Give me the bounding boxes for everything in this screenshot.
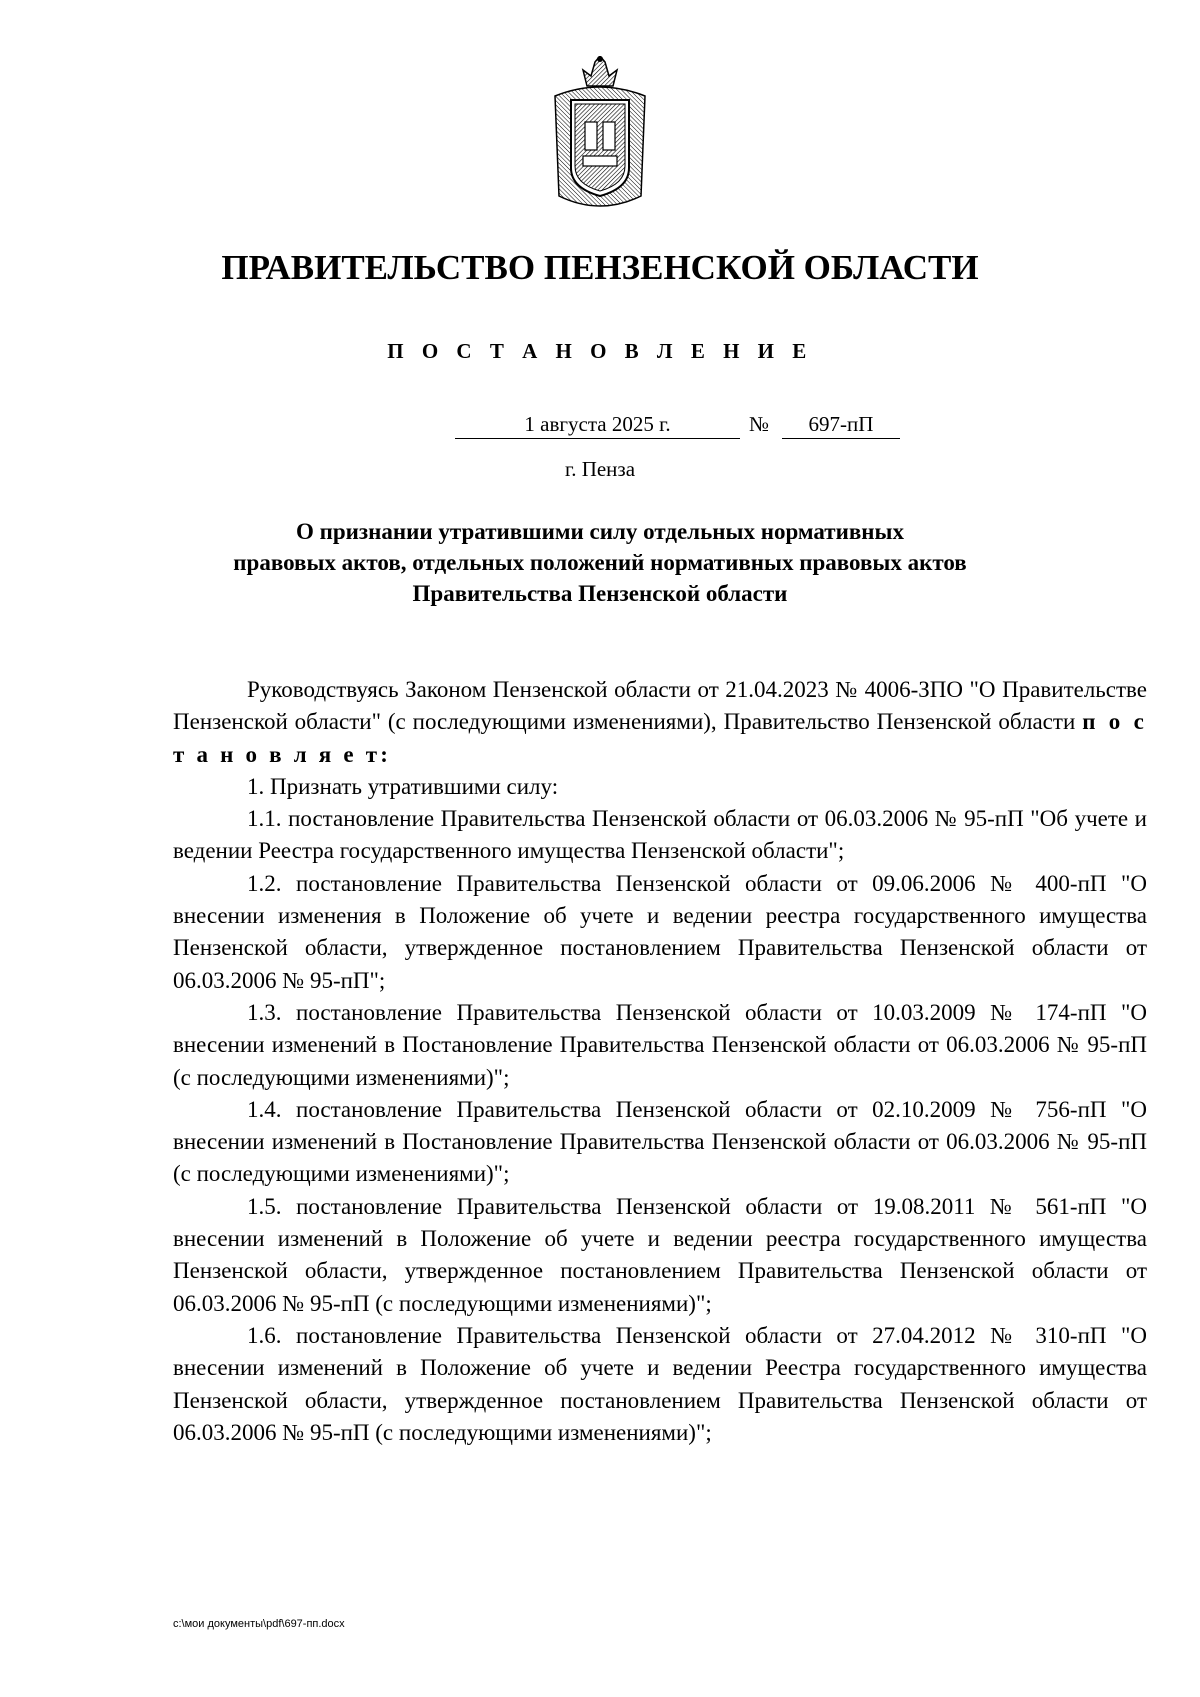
heading-line: О признании утратившими силу отдельных нормативных bbox=[296, 519, 904, 544]
number-sign: № bbox=[749, 412, 770, 436]
paragraph-1-6: 1.6. постановление Правительства Пензенской области от 27.04.2012 № 310-пП "О внесении изменений в Положение об учете и ведении Реестра государственного имущества Пензенской области, утвержденное постановлением Правительства Пензенской области от 06.03.2006 № 95-пП (с последующими изменениями)"; bbox=[173, 1322, 1147, 1445]
city: г. Пенза bbox=[564, 457, 636, 481]
document-type: П О С Т А Н О В Л Е Н И Е bbox=[387, 339, 813, 363]
document-date: 1 августа 2025 г. bbox=[455, 410, 740, 439]
paragraph-1-2: 1.2. постановление Правительства Пензенской области от 09.06.2006 № 400-пП "О внесении изменения в Положение об учете и ведении реестра государственного имущества Пензенской области, утвержденное постановлением Правительства Пензенской области от 06.03.2006 № 95-пП"; bbox=[173, 870, 1147, 993]
paragraph-1-4: 1.4. постановление Правительства Пензенской области от 02.10.2009 № 756-пП "О внесении изменений в Постановление Правительства Пензенской области от 06.03.2006 № 95-пП (с последующими изменениями)"; bbox=[173, 1096, 1147, 1187]
paragraph-1-5: 1.5. постановление Правительства Пензенской области от 19.08.2011 № 561-пП "О внесении изменений в Положение об учете и ведении реестра государственного имущества Пензенской области, утвержденное постановлением Правительства Пензенской области от 06.03.2006 № 95-пП (с последующими изменениями)"; bbox=[173, 1193, 1147, 1316]
file-path-footer: c:\мои документы\pdf\697-пп.docx bbox=[173, 1618, 345, 1630]
heading-line: Правительства Пензенской области bbox=[412, 581, 788, 606]
document-number: 697-пП bbox=[782, 410, 900, 439]
paragraph-1-3: 1.3. постановление Правительства Пензенской области от 10.03.2009 № 174-пП "О внесении изменений в Постановление Правительства Пензенской области от 06.03.2006 № 95-пП (с последующими изменениями)"; bbox=[173, 999, 1147, 1090]
coat-of-arms-icon bbox=[549, 56, 651, 212]
resolves-word: п о с т а н о в л я е т: bbox=[173, 709, 1148, 767]
preamble-text: Руководствуясь Законом Пензенской области от 21.04.2023 № 4006-ЗПО "О Правительстве Пензенской области" (с последующими изменениями), Правительство Пензенской области bbox=[173, 677, 1147, 735]
preamble-paragraph bbox=[173, 674, 1147, 771]
paragraph-1-1: 1.1. постановление Правительства Пензенской области от 06.03.2006 № 95-пП "Об учете и ведении Реестра государственного имущества Пензенской области"; bbox=[173, 806, 1147, 864]
document-heading bbox=[150, 516, 1050, 609]
org-title: ПРАВИТЕЛЬСТВО ПЕНЗЕНСКОЙ ОБЛАСТИ bbox=[221, 248, 979, 287]
paragraph-1: 1. Признать утратившими силу: bbox=[247, 773, 559, 799]
heading-line: правовых актов, отдельных положений нормативных правовых актов bbox=[233, 550, 967, 575]
document-body bbox=[173, 674, 1147, 1449]
